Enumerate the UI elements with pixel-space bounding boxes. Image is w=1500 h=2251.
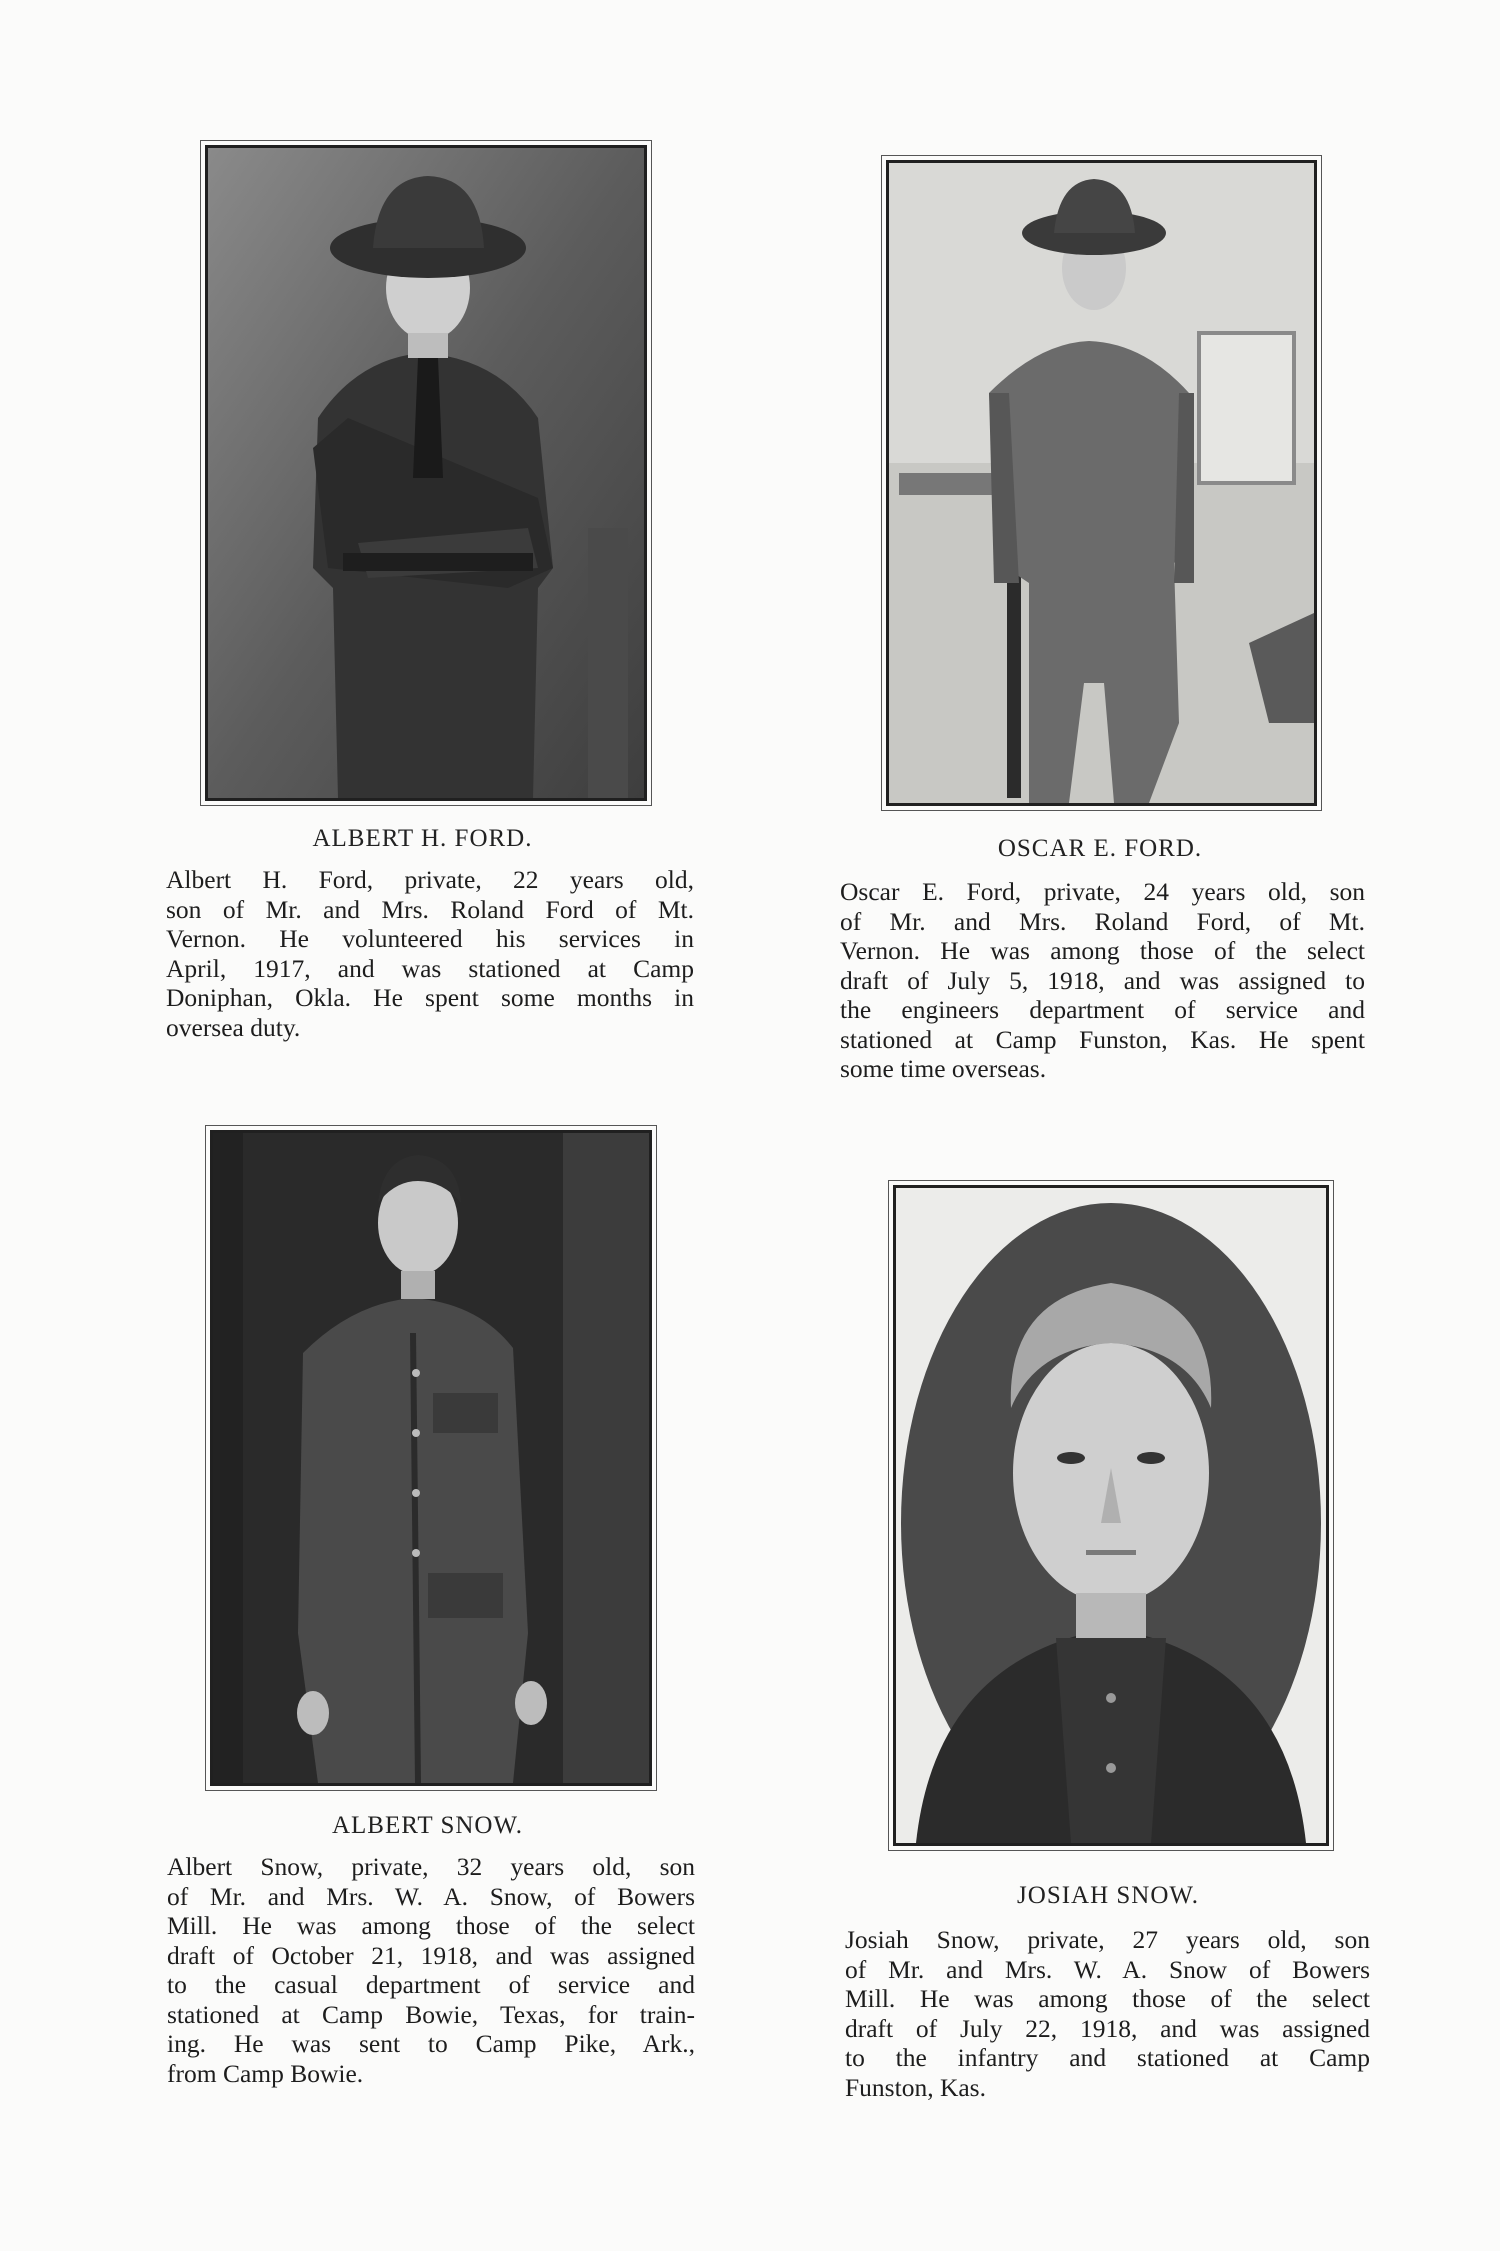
bio-line: ing. He was sent to Camp Pike, Ark.,: [167, 2029, 695, 2058]
bio-line: son of Mr. and Mrs. Roland Ford of Mt.: [166, 894, 694, 924]
bio-line: of Mr. and Mrs. W. A. Snow of Bowers: [845, 1954, 1370, 1984]
bio-line: Doniphan, Okla. He spent some months in: [166, 983, 694, 1012]
bio-line: Albert Snow, private, 32 years old, son: [167, 1852, 695, 1881]
bio-josiah-snow: [845, 1925, 1370, 2102]
photo-albert-snow: [210, 1130, 652, 1786]
bio-albert-h-ford: [166, 865, 694, 1042]
bio-line: Mill. He was among those of the select: [167, 1911, 695, 1940]
bio-line: Albert H. Ford, private, 22 years old,: [166, 865, 694, 894]
bio-line: Mill. He was among those of the select: [845, 1984, 1370, 2013]
bio-line: to the infantry and stationed at Camp: [845, 2043, 1370, 2072]
bio-line: Oscar E. Ford, private, 24 years old, son: [840, 877, 1365, 906]
bio-line: Vernon. He was among those of the select: [840, 936, 1365, 965]
caption-albert-snow: ALBERT SNOW.: [331, 1812, 524, 1839]
caption-josiah-snow: JOSIAH SNOW.: [1017, 1882, 1199, 1909]
bio-line: oversea duty.: [166, 1012, 301, 1042]
photo-albert-h-ford: [205, 145, 647, 801]
caption-albert-h-ford: ALBERT H. FORD.: [312, 825, 533, 852]
bio-albert-snow: [167, 1852, 695, 2088]
bio-line: Vernon. He volunteered his services in: [166, 924, 694, 953]
bio-line: the engineers department of service and: [840, 995, 1365, 1024]
photo-josiah-snow: [893, 1185, 1329, 1846]
bio-oscar-e-ford: [840, 877, 1365, 1084]
bio-line: some time overseas.: [840, 1054, 1047, 1083]
bio-line: Funston, Kas.: [845, 2072, 986, 2102]
bio-line: stationed at Camp Funston, Kas. He spent: [840, 1024, 1365, 1054]
portrait-soldier-hat-arms-crossed: [208, 148, 644, 798]
bio-line: draft of October 21, 1918, and was assigned: [167, 1940, 695, 1970]
caption-oscar-e-ford: OSCAR E. FORD.: [997, 835, 1203, 862]
bio-line: from Camp Bowie.: [167, 2058, 364, 2088]
photo-oscar-e-ford: [886, 160, 1317, 806]
bio-line: of Mr. and Mrs. Roland Ford, of Mt.: [840, 906, 1365, 936]
portrait-soldier-oval-bust: [896, 1188, 1326, 1843]
bio-line: Josiah Snow, private, 27 years old, son: [845, 1925, 1370, 1954]
bio-line: stationed at Camp Bowie, Texas, for train-: [167, 1999, 695, 2029]
bio-line: to the casual department of service and: [167, 1970, 695, 1999]
bio-line: of Mr. and Mrs. W. A. Snow, of Bowers: [167, 1881, 695, 1911]
bio-line: draft of July 22, 1918, and was assigned: [845, 2013, 1370, 2043]
bio-line: draft of July 5, 1918, and was assigned to: [840, 965, 1365, 995]
portrait-soldier-standing-uniform: [213, 1133, 649, 1783]
bio-line: April, 1917, and was stationed at Camp: [166, 953, 694, 983]
portrait-soldier-standing-with-rifle: [889, 163, 1314, 803]
